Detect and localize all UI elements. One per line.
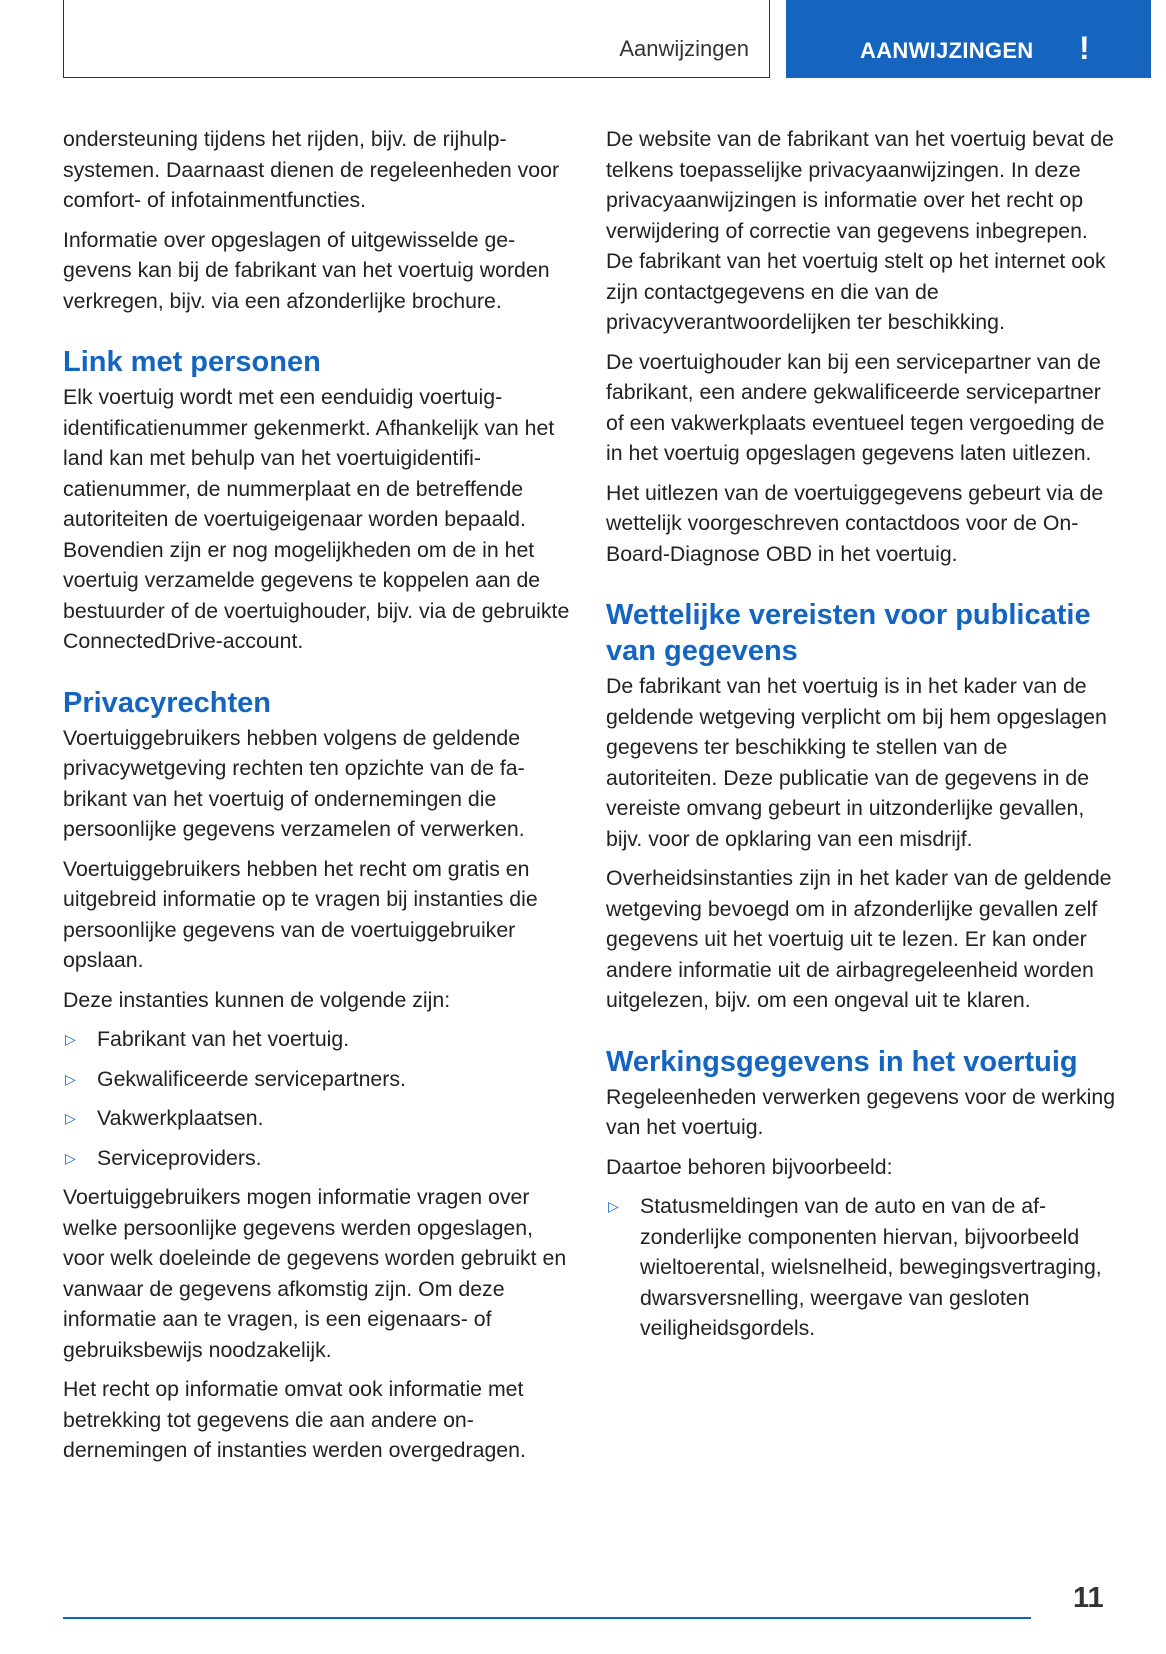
header-chapter-label: AANWIJZINGEN xyxy=(860,38,1034,63)
left-column xyxy=(63,124,573,1475)
paragraph: Informatie over opgeslagen of uitgewisselde gegevens kan bij de fabrikant van het voertuig worden verkregen, bijv. via een afzonderlijke brochure. xyxy=(63,227,550,313)
paragraph: Overheidsinstanties zijn in het kader van de geldende wetgeving bevoegd om in afzonderlijke gevallen zelf gegevens uit het voertuig uit te lezen. Er kan onder andere informatie uit de airbagregeleenheid worden uitgelezen, bijv. om een ongeval uit te klaren. xyxy=(606,866,1112,1012)
paragraph: De website van de fabrikant van het voertuig bevat de telkens toepasselijke privacyaanwijzingen. In deze privacyaanwijzingen is informatie over het recht op verwijdering of correctie van gegevens inbegrepen. De fabrikant van het voertuig stelt op het internet ook zijn contactgegevens en die van de privacyverantwoordelijken ter beschikking. xyxy=(606,127,1114,334)
paragraph: Het recht op informatie omvat ook informatie met betrekking tot gegevens die aan andere ondernemingen of instanties werden overgedragen. xyxy=(63,1377,526,1462)
header-section-label: Aanwijzingen xyxy=(619,36,749,61)
triangle-bullet-icon: ▷ xyxy=(65,1070,76,1087)
paragraph: Het uitlezen van de voertuiggegevens gebeurt via de wettelijk voorgeschreven contactdoos voor de On-Board-Diagnose OBD in het voertuig. xyxy=(606,480,1104,566)
instances-list xyxy=(63,1024,573,1173)
triangle-bullet-icon: ▷ xyxy=(65,1110,76,1126)
paragraph: De fabrikant van het voertuig is in het kader van de geldende wetgeving verplicht om bij hem opgeslagen gegevens ter beschikking te stellen van de autoriteiten. Deze publicatie van de gegevens in de vereiste omvang gebeurt in uitzonderlijke gevallen, bijv. voor de opklaring van een misdrijf. xyxy=(606,674,1107,851)
paragraph: Daartoe behoren bijvoorbeeld: xyxy=(606,1154,893,1179)
list-item-text: Vakwerkplaatsen. xyxy=(97,1106,264,1130)
heading-privacyrechten: Privacyrechten xyxy=(63,686,271,719)
triangle-bullet-icon: ▷ xyxy=(65,1031,76,1047)
footer-rule xyxy=(63,1617,1031,1619)
heading-wettelijke-vereisten: Wettelijke vereisten voor publicatie van gegevens xyxy=(606,599,1091,667)
paragraph: Elk voertuig wordt met een eenduidig voertuigidentificatienummer gekenmerkt. Afhankelijk van het land kan met behulp van het voertuigidentificatienummer, de nummerplaat en de betreffende autoriteiten de voertuigeigenaar worden bepaald. Bovendien zijn er nog mogelijkheden om de in het voertuig verzamelde gegevens te koppelen aan de bestuurder of de voertuighouder, bijv. via de gebruikte ConnectedDrive-account. xyxy=(63,385,570,653)
heading-werkingsgegevens: Werkingsgegevens in het voertuig xyxy=(606,1045,1078,1078)
list-item-text: Serviceproviders. xyxy=(97,1145,262,1170)
paragraph: Regeleenheden verwerken gegevens voor de werking van het voertuig. xyxy=(606,1084,1116,1139)
paragraph: ondersteuning tijdens het rijden, bijv. de rijhulpsystemen. Daarnaast dienen de regeleenheden voor comfort- of infotainmentfuncties. xyxy=(63,127,560,212)
list-item xyxy=(63,1103,573,1134)
list-item-text: Statusmeldingen van de auto en van de afzonderlijke componenten hiervan, bijvoorbeeld wieltoerental, wielsnelheid, bewegingsvertraging, dwarsversnelling, weergave van gesloten veiligheidsgordels. xyxy=(640,1194,1102,1340)
list-item xyxy=(606,1191,1116,1344)
right-column xyxy=(606,124,1116,1353)
paragraph: Voertuiggebruikers hebben volgens de geldende privacywetgeving rechten ten opzichte van de fabrikant van het voertuig of ondernemingen die persoonlijke gegevens verzamelen of verwerken. xyxy=(63,725,525,841)
triangle-bullet-icon: ▷ xyxy=(65,1149,76,1166)
paragraph: De voertuighouder kan bij een servicepartner van de fabrikant, een andere gekwalificeerde servicepartner of een vakwerkplaats eventueel tegen vergoeding de in het voertuig opgeslagen gegevens laten uitlezen. xyxy=(606,349,1105,465)
header-chapter-tab xyxy=(786,0,1151,78)
heading-link-met-personen: Link met personen xyxy=(63,346,321,378)
list-item xyxy=(63,1064,573,1095)
page-number: 11 xyxy=(1073,1582,1104,1614)
list-item xyxy=(63,1024,573,1055)
list-item-text: Gekwalificeerde servicepartners. xyxy=(97,1066,406,1091)
list-item-text: Fabrikant van het voertuig. xyxy=(97,1027,350,1051)
paragraph: Deze instanties kunnen de volgende zijn: xyxy=(63,987,451,1012)
paragraph: Voertuiggebruikers hebben het recht om gratis en uitgebreid informatie op te vragen bij instanties die persoonlijke gegevens van de voertuiggebruiker opslaan. xyxy=(63,856,538,972)
examples-list xyxy=(606,1191,1116,1344)
list-item xyxy=(63,1143,573,1174)
header-section-box xyxy=(63,0,770,78)
paragraph: Voertuiggebruikers mogen informatie vragen over welke persoonlijke gegevens werden opgeslagen, voor welk doeleinde de gegevens worden gebruikt en vanwaar de gegevens afkomstig zijn. Om deze informatie aan te vragen, is een eigenaars- of gebruiksbewijs noodzakelijk. xyxy=(63,1185,567,1362)
triangle-bullet-icon: ▷ xyxy=(608,1198,619,1214)
warning-exclamation-icon: ! xyxy=(1079,30,1090,66)
